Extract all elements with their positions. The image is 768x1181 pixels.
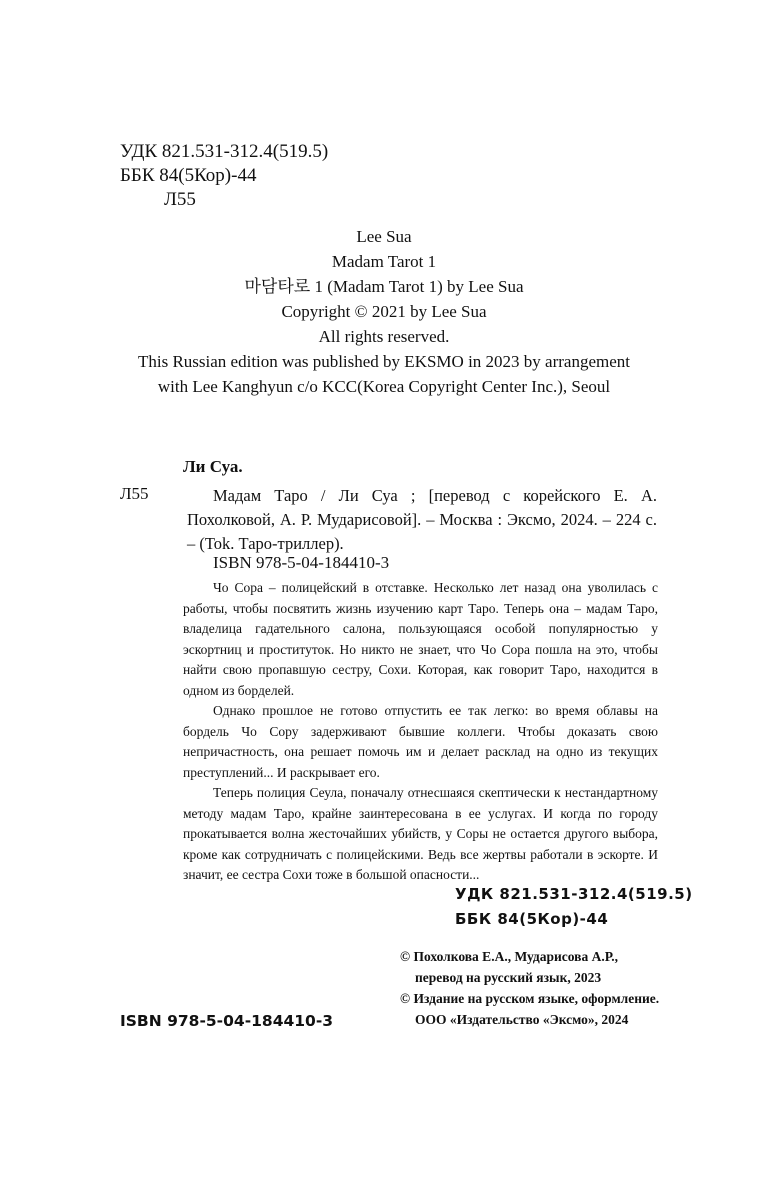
bbk-code: ББК 84(5Кор)-44 <box>120 165 257 186</box>
author-mark: Л55 <box>164 189 196 210</box>
bib-isbn: ISBN 978-5-04-184410-3 <box>213 553 390 572</box>
copyright-line: ООО «Издательство «Эксмо», 2024 <box>415 1012 629 1027</box>
isbn-bottom: ISBN 978-5-04-184410-3 <box>120 1012 334 1030</box>
bib-description: Мадам Таро / Ли Суа ; [перевод с корейского Е. А. Похолковой, А. Р. Мударисовой]. – Москва : Эксмо, 2024. – 224 с. – (Tok. Таро-триллер). <box>187 486 657 553</box>
rights-line-original: 마담타로 1 (Madam Tarot 1) by Lee Sua <box>244 277 524 296</box>
udk-code: УДК 821.531-312.4(519.5) <box>120 141 329 162</box>
copyright-line: перевод на русский язык, 2023 <box>415 970 602 985</box>
annotation <box>183 578 658 886</box>
rights-line-arrangement: with Lee Kanghyun c/o KCC(Korea Copyright Center Inc.), Seoul <box>157 377 611 396</box>
rights-line-reserved: All rights reserved. <box>318 327 450 346</box>
classification-top <box>120 140 328 212</box>
bbk-code-bottom: ББК 84(5Кор)-44 <box>455 910 609 928</box>
copyright-notice <box>400 946 700 1030</box>
annotation-paragraph: Теперь полиция Сеула, поначалу отнесшаяся скептически к нестандартному методу мадам Таро, крайне заинтересована в ее услугах. И когда по городу прокатывается волна жесточайших убийств, у Соры не остается другого выбора, кроме как сотрудничать с полицейскими. Ведь все жертвы работали в эскорте. И значит, ее сестра Сохи тоже в большой опасности... <box>183 785 658 882</box>
copyright-line: © Похолкова Е.А., Мударисова А.Р., <box>400 949 619 964</box>
rights-line-author: Lee Sua <box>356 227 412 246</box>
rights-line-title: Madam Tarot 1 <box>331 252 437 271</box>
classification-bottom <box>455 882 693 932</box>
annotation-paragraph: Чо Сора – полицейский в отставке. Несколько лет назад она уволилась с работы, чтобы посвятить жизнь изучению карт Таро. Теперь она – мадам Таро, владелица гадательного салона, пользующаяся особой популярностью у эскортниц и проституток. Но никто не знает, что Чо Сора пошла на это, чтобы найти свою пропавшую сестру, Сохи. Которая, как говорит Таро, находится в одном из борделей. <box>183 580 658 698</box>
copyright-line: © Издание на русском языке, оформление. <box>400 991 660 1006</box>
rights-line-edition: This Russian edition was published by EKSMO in 2023 by arrangement <box>137 352 630 371</box>
bib-author: Ли Суа. <box>183 457 243 476</box>
rights-block <box>0 224 768 399</box>
udk-code-bottom: УДК 821.531-312.4(519.5) <box>455 885 693 903</box>
rights-line-copyright: Copyright © 2021 by Lee Sua <box>281 302 487 321</box>
bib-code: Л55 <box>120 484 149 503</box>
annotation-paragraph: Однако прошлое не готово отпустить ее так легко: во время облавы на бордель Чо Сору задерживают бывшие коллеги. Чтобы доказать свою непричастность, она решает помочь им и делает расклад на одно из текущих преступлений... И раскрывает его. <box>183 703 658 780</box>
